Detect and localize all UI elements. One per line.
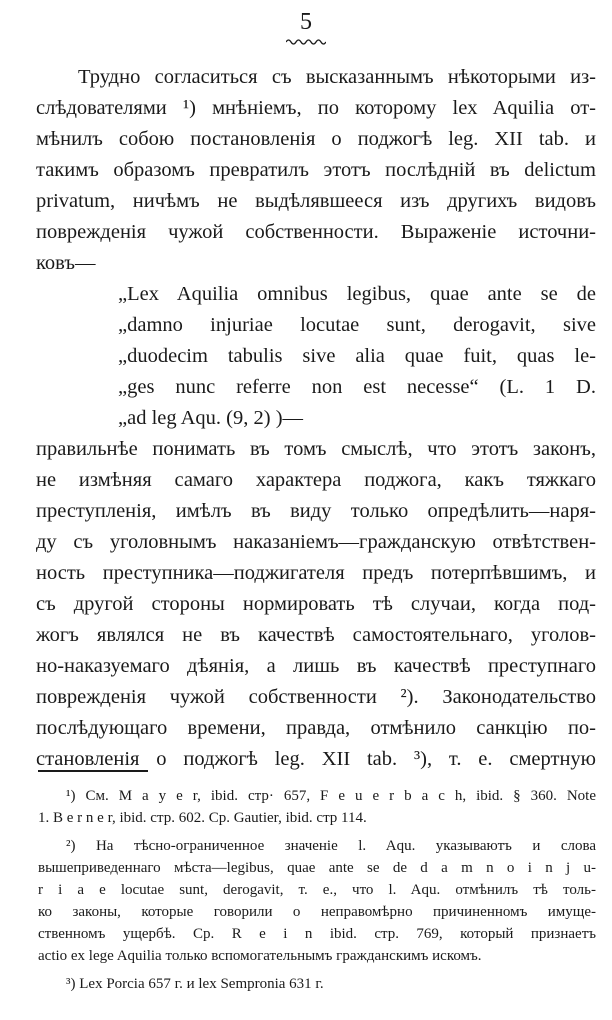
body-line: съ другой стороны нормировать тѣ случаи, когда под-	[36, 593, 596, 615]
footnote-separator	[38, 770, 148, 772]
body-line: становленія о поджогѣ leg. XII tab. ³), т. е. смертную	[36, 748, 596, 770]
body-line: преступленія, имѣлъ въ виду только опредѣлить—наря-	[36, 500, 596, 522]
footnote-line: ²) На тѣсно-ограниченное значеніе l. Aqu. указываютъ и слова	[66, 838, 596, 854]
body-line: правильнѣе понимать въ томъ смыслѣ, что этотъ законъ,	[36, 438, 596, 460]
body-line: ность преступника—поджигателя предъ потерпѣвшимъ, и	[36, 562, 596, 584]
body-line: послѣдующаго времени, правда, отмѣнило санкцію по-	[36, 717, 596, 739]
quote-line: „duodecim tabulis sive alia quae fuit, quas le-	[118, 345, 596, 367]
footnote-line: ственномъ ущербѣ. Ср. R e i n ibid. стр. 769, который признаетъ	[38, 926, 596, 942]
body-line: но-наказуемаго дѣянія, а лишь въ качествѣ преступнаго	[36, 655, 596, 677]
body-line: ду съ уголовнымъ наказаніемъ—гражданскую отвѣтствен-	[36, 531, 596, 553]
body-line: жогъ являлся не въ качествѣ самостоятельнаго, уголов-	[36, 624, 596, 646]
quote-line: „ges nunc referre non est necesse“ (L. 1 D.	[118, 376, 596, 398]
body-line: мѣнилъ собою постановленія о поджогѣ leg. XII tab. и	[36, 128, 596, 150]
body-line: не измѣняя самаго характера поджога, какъ тяжкаго	[36, 469, 596, 491]
footnote-line: вышеприведеннаго мѣста—legibus, quae ante se de d a m n o i n j u-	[38, 860, 596, 876]
footnote-line: ко законы, которые говорили о неправомѣрно причиненномъ имущe-	[38, 904, 596, 920]
body-line: слѣдователями ¹) мнѣніемъ, по которому lex Aquilia от-	[36, 97, 596, 119]
quote-line: „ad leg Aqu. (9, 2) )—	[118, 407, 304, 429]
footnote-line: actio ex lege Aquilia только вспомогательнымъ гражданскимъ искомъ.	[38, 948, 482, 964]
page-number-ornament	[286, 38, 326, 46]
body-line: такимъ образомъ превратилъ этотъ послѣдній въ delictum	[36, 159, 596, 181]
body-line: Трудно согласиться съ высказаннымъ нѣкоторыми из-	[78, 66, 596, 88]
quote-line: „Lex Aquilia omnibus legibus, quae ante se de	[118, 283, 596, 305]
footnote-line: ³) Lex Porcia 657 г. и lex Sempronia 631 г.	[66, 976, 324, 992]
quote-line: „damno injuriae locutae sunt, derogavit, sive	[118, 314, 596, 336]
body-line: поврежденія чужой собственности ²). Законодательство	[36, 686, 596, 708]
footnote-line: 1. B e r n e r, ibid. стр. 602. Ср. Gautier, ibid. стр 114.	[38, 810, 367, 826]
footnote-line: ¹) См. M a y e r, ibid. стр· 657, F e u e r b a c h, ibid. § 360. Note	[66, 788, 596, 804]
body-line: поврежденія чужой собственности. Выраженіе источни-	[36, 221, 596, 243]
page-number: 5	[300, 9, 312, 35]
footnote-line: r i a e locutae sunt, derogavit, т. е., что l. Aqu. отмѣнилъ тѣ толь-	[38, 882, 596, 898]
body-line: ковъ—	[36, 252, 96, 274]
body-line: privatum, ничѣмъ не выдѣлявшееся изъ другихъ видовъ	[36, 190, 596, 212]
